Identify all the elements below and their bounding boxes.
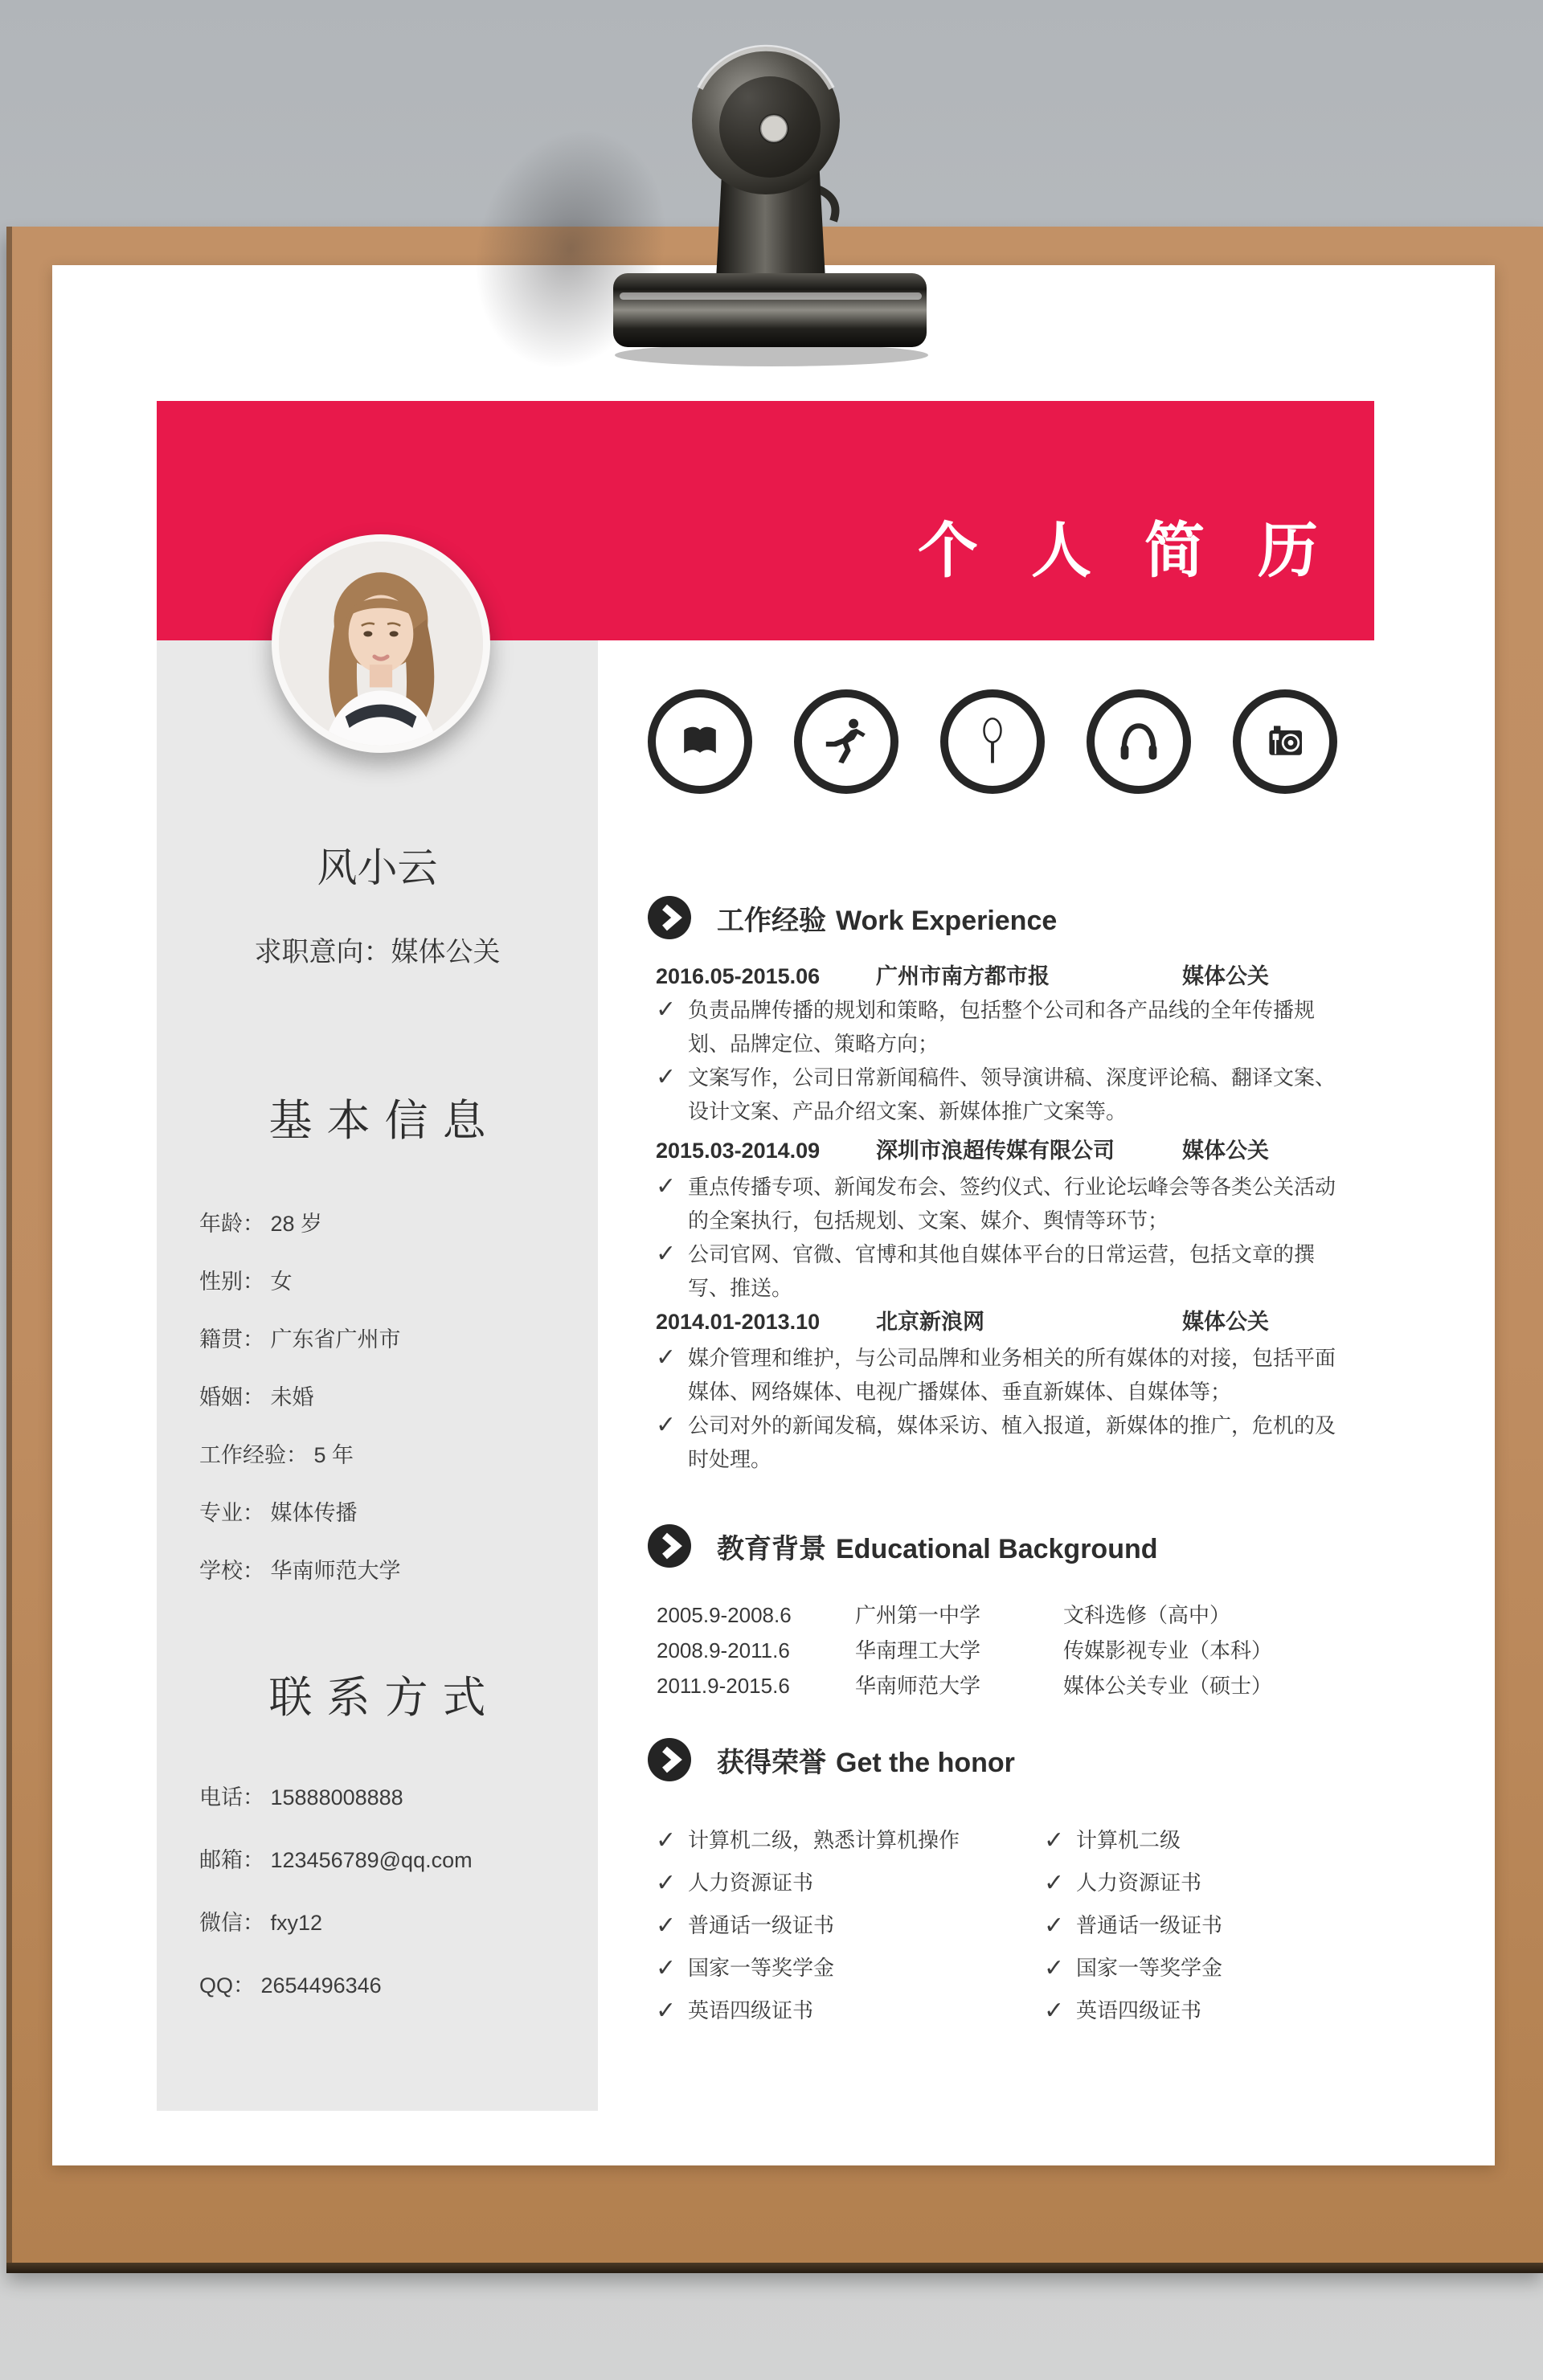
- check-icon: ✓: [656, 1955, 677, 1981]
- bullet-item: [648, 1170, 1355, 1237]
- bullet-item: [648, 993, 1355, 1061]
- check-icon: ✓: [656, 1827, 677, 1854]
- honor-item: [648, 1862, 1001, 1904]
- edu-period: 2011.9-2015.6: [657, 1674, 790, 1698]
- list-item: 籍贯： 广东省广州市: [199, 1327, 401, 1352]
- list-item: 微信： fxy12: [199, 1911, 323, 1935]
- job-company: 深圳市浪超传媒有限公司: [876, 1139, 1115, 1163]
- avatar: [272, 534, 490, 753]
- honor-text: 计算机二级: [1076, 1828, 1181, 1852]
- section-title-zh: 教育背景: [717, 1533, 826, 1564]
- honor-item: [648, 1989, 1001, 2032]
- honor-item: [648, 1819, 1001, 1862]
- job-heading: [648, 1307, 1355, 1337]
- bullet-text: 重点传播专项、新闻发布会、签约仪式、行业论坛峰会等各类公关活动的全案执行，包括规划、文案、媒介、舆情等环节；: [688, 1175, 1336, 1233]
- honor-item: [1036, 1862, 1390, 1904]
- honor-text: 国家一等奖学金: [688, 1956, 835, 1980]
- bulldog-clip: [607, 8, 936, 370]
- edu-school: 华南师范大学: [855, 1674, 981, 1698]
- edu-school: 华南理工大学: [855, 1638, 981, 1662]
- honor-text: 人力资源证书: [1076, 1871, 1202, 1895]
- section-title-zh: 获得荣誉: [717, 1747, 826, 1778]
- section-title-en: Educational Background: [836, 1533, 1158, 1564]
- honor-item: [1036, 1904, 1390, 1947]
- honor-text: 计算机二级，熟悉计算机操作: [688, 1828, 960, 1852]
- bullet-item: [648, 1409, 1355, 1476]
- check-icon: ✓: [656, 1173, 677, 1200]
- check-icon: ✓: [656, 1241, 677, 1267]
- check-icon: ✓: [1044, 1827, 1065, 1854]
- honor-text: 普通话一级证书: [688, 1913, 835, 1937]
- resume-title: 个人简历: [918, 517, 1372, 584]
- job-heading: [648, 961, 1355, 992]
- list-item: 工作经验： 5 年: [199, 1443, 354, 1467]
- honor-item: [1036, 1989, 1390, 2032]
- list-item: 学校： 华南师范大学: [199, 1559, 401, 1583]
- basic-info-heading: 基本信息: [268, 1097, 501, 1145]
- candidate-name: 风小云: [317, 845, 438, 890]
- bullet-item: [648, 1341, 1355, 1409]
- honor-text: 普通话一级证书: [1076, 1913, 1223, 1937]
- list-item: 年龄： 28 岁: [199, 1212, 323, 1236]
- headphones-icon: [1087, 689, 1191, 794]
- education-row: [648, 1597, 1355, 1633]
- sidebar: [157, 640, 598, 2111]
- hobby-icon-row: [648, 689, 1337, 794]
- education-list: [648, 1597, 1355, 1703]
- section-title-en: Work Experience: [836, 905, 1058, 936]
- check-icon: ✓: [656, 1064, 677, 1090]
- honor-item: [648, 1947, 1001, 1989]
- job-objective: 求职意向：媒体公关: [254, 937, 501, 967]
- check-icon: ✓: [1044, 1955, 1065, 1981]
- check-icon: ✓: [1044, 1870, 1065, 1896]
- edu-period: 2005.9-2008.6: [657, 1603, 792, 1627]
- job-period: 2014.01-2013.10: [656, 1310, 821, 1334]
- job-bullets: [648, 1170, 1355, 1305]
- section-title: [717, 1740, 1015, 1780]
- portrait-illustration: [279, 542, 483, 746]
- education-row: [648, 1668, 1355, 1703]
- chevron-right-icon: [648, 1524, 691, 1568]
- honor-text: 人力资源证书: [688, 1871, 814, 1895]
- job-company: 北京新浪网: [876, 1310, 984, 1334]
- badminton-racket-icon: [940, 689, 1045, 794]
- section-title: [717, 1527, 1158, 1566]
- honor-item: [1036, 1819, 1390, 1862]
- list-item: 邮箱： 123456789@qq.com: [199, 1848, 473, 1872]
- list-item: 电话： 15888008888: [199, 1785, 403, 1810]
- runner-icon: [794, 689, 898, 794]
- check-icon: ✓: [656, 1870, 677, 1896]
- basic-info-list: [199, 1208, 401, 1613]
- honor-item: [1036, 1947, 1390, 1989]
- bullet-text: 公司对外的新闻发稿，媒体采访、植入报道，新媒体的推广，危机的及时处理。: [688, 1413, 1336, 1471]
- bullet-item: [648, 1061, 1355, 1128]
- section-header-honors: [648, 1738, 1015, 1781]
- honors-right-column: [1036, 1819, 1390, 2032]
- edu-period: 2008.9-2011.6: [657, 1638, 790, 1662]
- check-icon: ✓: [656, 1344, 677, 1371]
- job-bullets: [648, 993, 1355, 1128]
- check-icon: ✓: [656, 1412, 677, 1438]
- edu-school: 广州第一中学: [855, 1603, 981, 1627]
- education-row: [648, 1633, 1355, 1668]
- check-icon: ✓: [1044, 1912, 1065, 1939]
- bullet-item: [648, 1237, 1355, 1305]
- honor-text: 英语四级证书: [688, 1998, 814, 2022]
- job-company: 广州市南方都市报: [876, 964, 1050, 988]
- job-role: 媒体公关: [1182, 1310, 1269, 1334]
- job-role: 媒体公关: [1182, 964, 1269, 988]
- job-bullets: [648, 1341, 1355, 1476]
- list-item: 专业： 媒体传播: [199, 1501, 358, 1525]
- chevron-right-icon: [648, 896, 691, 939]
- section-header-education: [648, 1524, 1158, 1568]
- contact-list: [199, 1781, 473, 2032]
- contact-heading: 联系方式: [268, 1674, 501, 1722]
- check-icon: ✓: [1044, 1998, 1065, 2024]
- chevron-right-icon: [648, 1738, 691, 1781]
- list-item: QQ： 2654496346: [199, 1973, 382, 1998]
- section-title: [717, 898, 1057, 938]
- bullet-text: 负责品牌传播的规划和策略，包括整个公司和各产品线的全年传播规划、品牌定位、策略方向；: [688, 998, 1316, 1056]
- section-title-en: Get the honor: [836, 1747, 1015, 1778]
- job-period: 2015.03-2014.09: [656, 1139, 821, 1163]
- section-header-work: [648, 896, 1057, 939]
- list-item: 性别： 女: [199, 1270, 293, 1294]
- job-heading: [648, 1135, 1355, 1166]
- check-icon: ✓: [656, 1912, 677, 1939]
- section-title-zh: 工作经验: [717, 905, 826, 936]
- bullet-text: 文案写作，公司日常新闻稿件、领导演讲稿、深度评论稿、翻译文案、设计文案、产品介绍文案、新媒体推广文案等。: [688, 1065, 1336, 1123]
- list-item: 婚姻： 未婚: [199, 1385, 314, 1409]
- job-period: 2016.05-2015.06: [656, 964, 821, 988]
- job-role: 媒体公关: [1182, 1139, 1269, 1163]
- edu-major: 文科选修（高中）: [1063, 1603, 1231, 1627]
- bullet-text: 公司官网、官微、官博和其他自媒体平台的日常运营，包括文章的撰写、推送。: [688, 1242, 1316, 1300]
- honor-text: 国家一等奖学金: [1076, 1956, 1223, 1980]
- honor-text: 英语四级证书: [1076, 1998, 1202, 2022]
- honor-item: [648, 1904, 1001, 1947]
- honors-left-column: [648, 1819, 1001, 2032]
- camera-icon: [1233, 689, 1337, 794]
- bullet-text: 媒介管理和维护，与公司品牌和业务相关的所有媒体的对接，包括平面媒体、网络媒体、电视广播媒体、垂直新媒体、自媒体等；: [688, 1346, 1336, 1404]
- edu-major: 传媒影视专业（本科）: [1063, 1638, 1273, 1662]
- edu-major: 媒体公关专业（硕士）: [1063, 1674, 1273, 1698]
- book-icon: [648, 689, 752, 794]
- check-icon: ✓: [656, 1998, 677, 2024]
- check-icon: ✓: [656, 996, 677, 1023]
